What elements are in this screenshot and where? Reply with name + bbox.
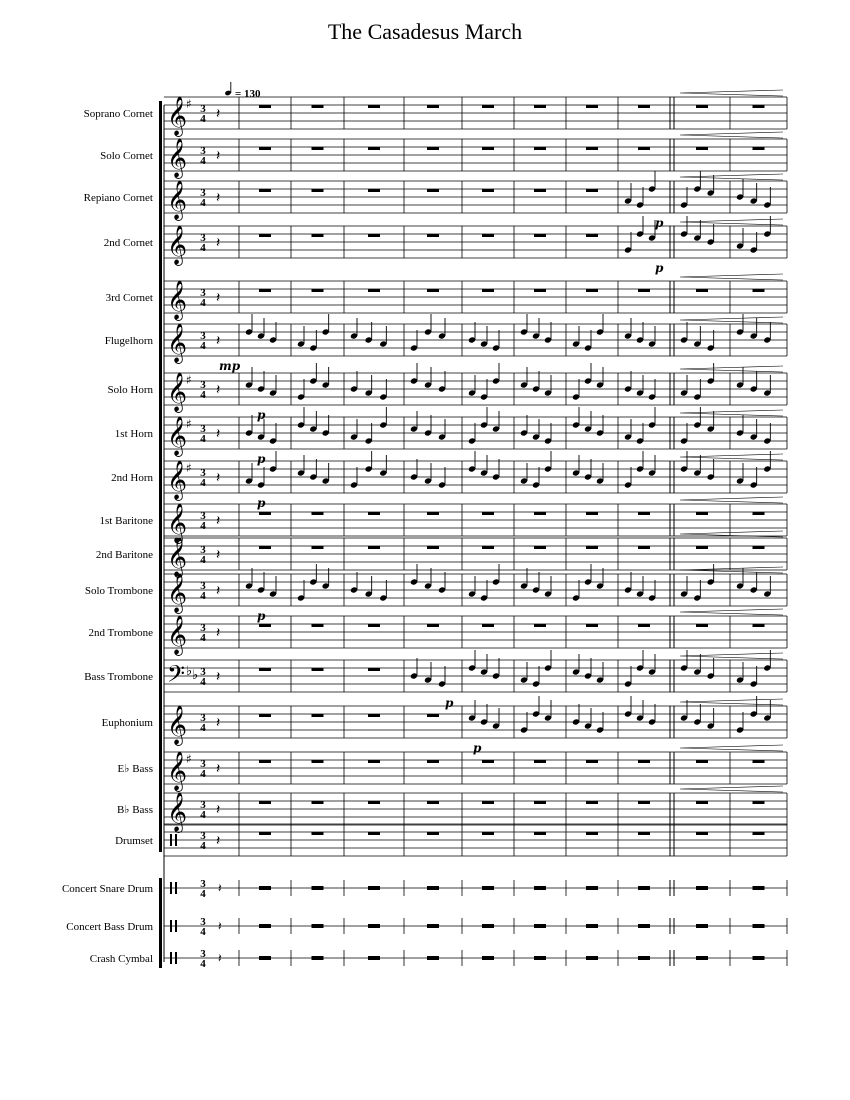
time-signature-top: 3 [200,758,206,770]
quarter-rest-icon: 𝄽 [216,190,221,206]
whole-rest [368,886,380,890]
time-signature-top: 3 [200,544,206,556]
whole-rest [638,147,650,150]
whole-rest [312,189,324,192]
time-signature-bottom: 4 [200,590,206,602]
whole-rest [482,147,494,150]
instrument-name: 2nd Horn [111,472,153,484]
whole-rest [696,512,708,515]
whole-rest [753,760,765,763]
quarter-rest-icon: 𝄽 [216,833,221,849]
dynamic-marking: p [257,408,266,422]
whole-rest [638,924,650,928]
instrument-name: Crash Cymbal [89,953,153,965]
whole-rest [482,624,494,627]
whole-rest [753,147,765,150]
time-signature-top: 3 [200,467,206,479]
whole-rest [427,801,439,804]
whole-rest [312,924,324,928]
sharp-icon: ♯ [186,461,192,475]
instrument-name: 2nd Baritone [95,549,153,561]
quarter-rest-icon: 𝄽 [216,426,221,442]
whole-rest [638,105,650,108]
whole-rest [534,512,546,515]
whole-rest [482,512,494,515]
time-signature-top: 3 [200,666,206,678]
treble-clef-icon: 𝄞 [167,225,188,265]
whole-rest [368,714,380,717]
instrument-name: Concert Bass Drum [66,921,153,933]
time-signature-bottom: 4 [200,926,206,938]
whole-rest [753,801,765,804]
whole-rest [482,189,494,192]
instrument-name: E♭ Bass [117,763,153,775]
whole-rest [534,624,546,627]
dynamic-marking: p [655,261,664,275]
whole-rest [259,234,271,237]
whole-rest [312,105,324,108]
instrument-name: Euphonium [101,717,153,729]
treble-clef-icon: 𝄞 [167,180,188,220]
system-bracket [159,101,162,852]
whole-rest [638,546,650,549]
instrument-name: Concert Snare Drum [61,883,153,895]
whole-rest [427,234,439,237]
quarter-rest-icon: 𝄽 [216,290,221,306]
time-signature-top: 3 [200,916,206,928]
time-signature-top: 3 [200,187,206,199]
percussion-clef [175,952,177,964]
time-signature-bottom: 4 [200,676,206,688]
treble-clef-icon: 𝄞 [167,705,188,745]
whole-rest [696,801,708,804]
instrument-name: Solo Cornet [100,150,153,162]
whole-rest [638,760,650,763]
whole-rest [368,189,380,192]
whole-rest [534,105,546,108]
whole-rest [368,289,380,292]
percussion-clef [170,952,172,964]
whole-rest [259,956,271,960]
whole-rest [259,189,271,192]
treble-clef-icon: 𝄞 [167,792,188,832]
tempo-marking: = 130 [235,88,261,100]
time-signature-bottom: 4 [200,520,206,532]
time-signature-bottom: 4 [200,297,206,309]
whole-rest [586,105,598,108]
crescendo-hairpin [680,317,783,323]
crescendo-hairpin [680,90,783,96]
whole-rest [534,147,546,150]
whole-rest [638,832,650,835]
instrument-name: Drumset [115,835,153,847]
whole-rest [427,624,439,627]
time-signature-bottom: 4 [200,389,206,401]
whole-rest [427,886,439,890]
treble-clef-icon: 𝄞 [167,751,188,791]
whole-rest [586,289,598,292]
time-signature-top: 3 [200,103,206,115]
whole-rest [534,289,546,292]
treble-clef-icon: 𝄞 [167,280,188,320]
whole-rest [368,832,380,835]
whole-rest [482,832,494,835]
whole-rest [534,546,546,549]
whole-rest [586,147,598,150]
crescendo-hairpin [680,699,783,705]
time-signature-top: 3 [200,510,206,522]
whole-rest [312,801,324,804]
whole-rest [753,105,765,108]
whole-rest [482,289,494,292]
instrument-name: Soprano Cornet [83,108,153,120]
instrument-name: Flugelhorn [104,335,153,347]
whole-rest [259,924,271,928]
time-signature-bottom: 4 [200,722,206,734]
whole-rest [696,546,708,549]
time-signature-top: 3 [200,379,206,391]
time-signature-bottom: 4 [200,554,206,566]
whole-rest [259,801,271,804]
whole-rest [753,512,765,515]
whole-rest [427,289,439,292]
treble-clef-icon: 𝄞 [167,615,188,655]
whole-rest [696,105,708,108]
quarter-rest-icon: 𝄽 [216,761,221,777]
quarter-rest-icon: 𝄽 [218,919,222,933]
whole-rest [259,147,271,150]
whole-rest [259,832,271,835]
whole-rest [427,105,439,108]
whole-rest [586,886,598,890]
percussion-bracket [159,878,162,968]
whole-rest [638,289,650,292]
quarter-rest-icon: 𝄽 [216,148,221,164]
score-title: The Casadesus March [327,19,523,44]
whole-rest [586,924,598,928]
instrument-name: Repiano Cornet [83,192,153,204]
whole-rest [482,924,494,928]
sharp-icon: ♯ [186,97,192,111]
time-signature-top: 3 [200,830,206,842]
instrument-name: Solo Horn [107,384,153,396]
treble-clef-icon: 𝄞 [167,96,188,136]
whole-rest [312,624,324,627]
time-signature-bottom: 4 [200,958,206,970]
time-signature-bottom: 4 [200,433,206,445]
whole-rest [427,956,439,960]
whole-rest [312,234,324,237]
bass-clef-icon: 𝄢 [167,660,186,693]
whole-rest [259,760,271,763]
whole-rest [427,714,439,717]
instrument-name: 3rd Cornet [105,292,153,304]
treble-clef-icon: 𝄞 [167,416,188,456]
time-signature-top: 3 [200,287,206,299]
crescendo-hairpin [680,366,783,372]
instrument-name: B♭ Bass [116,804,153,816]
whole-rest [312,668,324,671]
crescendo-hairpin [680,174,783,180]
instrument-name: 1st Baritone [99,515,153,527]
whole-rest [586,760,598,763]
crescendo-hairpin [680,653,783,659]
whole-rest [696,886,708,890]
whole-rest [427,512,439,515]
time-signature-bottom: 4 [200,477,206,489]
whole-rest [696,624,708,627]
percussion-clef [170,920,172,932]
crescendo-hairpin [680,786,783,792]
whole-rest [368,801,380,804]
time-signature-bottom: 4 [200,242,206,254]
whole-rest [259,886,271,890]
whole-rest [259,668,271,671]
time-signature-bottom: 4 [200,632,206,644]
quarter-rest-icon: 𝄽 [216,715,221,731]
percussion-clef [175,834,177,846]
crescendo-hairpin [680,132,783,138]
whole-rest [586,801,598,804]
whole-rest [427,760,439,763]
dynamic-marking: p [257,452,266,466]
time-signature-top: 3 [200,580,206,592]
whole-rest [259,714,271,717]
whole-rest [427,832,439,835]
whole-rest [696,956,708,960]
whole-rest [482,234,494,237]
dynamic-marking: p [473,741,482,755]
time-signature-top: 3 [200,423,206,435]
time-signature-top: 3 [200,712,206,724]
dynamic-marking: p [655,216,664,230]
instrument-name: Solo Trombone [84,585,153,597]
whole-rest [482,105,494,108]
whole-rest [482,886,494,890]
dynamic-marking: p [257,496,266,510]
time-signature-bottom: 4 [200,809,206,821]
whole-rest [638,956,650,960]
whole-rest [586,512,598,515]
whole-rest [368,668,380,671]
instrument-name: 1st Horn [114,428,153,440]
whole-rest [312,832,324,835]
whole-rest [312,147,324,150]
whole-rest [696,924,708,928]
whole-rest [482,546,494,549]
whole-rest [586,234,598,237]
treble-clef-icon: 𝄞 [167,503,188,543]
treble-clef-icon: 𝄞 [167,323,188,363]
time-signature-top: 3 [200,330,206,342]
whole-rest [534,801,546,804]
whole-rest [638,512,650,515]
whole-rest [753,924,765,928]
treble-clef-icon: 𝄞 [167,372,188,412]
time-signature-bottom: 4 [200,113,206,125]
crescendo-hairpin [680,497,783,503]
whole-rest [534,956,546,960]
whole-rest [753,546,765,549]
whole-rest [312,760,324,763]
percussion-clef [175,920,177,932]
quarter-rest-icon: 𝄽 [216,470,221,486]
whole-rest [368,105,380,108]
whole-rest [312,512,324,515]
whole-rest [586,624,598,627]
whole-rest [586,546,598,549]
treble-clef-icon: 𝄞 [167,460,188,500]
time-signature-top: 3 [200,622,206,634]
whole-rest [259,512,271,515]
crescendo-hairpin [680,745,783,751]
whole-rest [753,832,765,835]
dynamic-marking: p [257,609,266,623]
quarter-rest-icon: 𝄽 [218,951,222,965]
whole-rest [586,832,598,835]
whole-rest [534,189,546,192]
quarter-rest-icon: 𝄽 [216,382,221,398]
whole-rest [312,546,324,549]
crescendo-hairpin [680,410,783,416]
whole-rest [753,886,765,890]
percussion-clef [175,882,177,894]
time-signature-bottom: 4 [200,840,206,852]
whole-rest [259,105,271,108]
quarter-rest-icon: 𝄽 [216,513,221,529]
percussion-clef [170,882,172,894]
treble-clef-icon: 𝄞 [167,537,188,577]
whole-rest [368,147,380,150]
whole-rest [753,624,765,627]
whole-rest [696,289,708,292]
quarter-rest-icon: 𝄽 [216,547,221,563]
whole-rest [753,289,765,292]
sharp-icon: ♯ [186,417,192,431]
percussion-clef [170,834,172,846]
time-signature-bottom: 4 [200,155,206,167]
whole-rest [312,886,324,890]
whole-rest [638,801,650,804]
whole-rest [368,234,380,237]
instrument-name: Bass Trombone [84,671,153,683]
crescendo-hairpin [680,609,783,615]
quarter-rest-icon: 𝄽 [216,669,221,685]
time-signature-bottom: 4 [200,197,206,209]
whole-rest [696,147,708,150]
whole-rest [482,801,494,804]
whole-rest [534,832,546,835]
whole-rest [638,624,650,627]
whole-rest [368,624,380,627]
whole-rest [368,924,380,928]
time-signature-top: 3 [200,878,206,890]
time-signature-top: 3 [200,232,206,244]
whole-rest [586,956,598,960]
whole-rest [696,760,708,763]
whole-rest [427,189,439,192]
treble-clef-icon: 𝄞 [167,573,188,613]
crescendo-hairpin [680,454,783,460]
whole-rest [368,546,380,549]
quarter-rest-icon: 𝄽 [216,802,221,818]
crescendo-hairpin [680,274,783,280]
whole-rest [534,760,546,763]
dynamic-marking: mp [219,359,241,373]
whole-rest [427,147,439,150]
sharp-icon: ♯ [186,752,192,766]
time-signature-bottom: 4 [200,340,206,352]
whole-rest [534,924,546,928]
time-signature-top: 3 [200,799,206,811]
whole-rest [586,189,598,192]
whole-rest [482,956,494,960]
quarter-rest-icon: 𝄽 [216,106,221,122]
whole-rest [368,512,380,515]
quarter-rest-icon: 𝄽 [216,235,221,251]
sharp-icon: ♯ [186,373,192,387]
whole-rest [312,714,324,717]
whole-rest [427,546,439,549]
whole-rest [696,832,708,835]
whole-rest [312,956,324,960]
whole-rest [482,760,494,763]
whole-rest [259,624,271,627]
quarter-rest-icon: 𝄽 [216,583,221,599]
whole-rest [427,924,439,928]
dynamic-marking: p [445,696,454,710]
whole-rest [534,886,546,890]
time-signature-bottom: 4 [200,888,206,900]
whole-rest [259,546,271,549]
quarter-rest-icon: 𝄽 [216,333,221,349]
whole-rest [534,234,546,237]
whole-rest [368,956,380,960]
whole-rest [638,886,650,890]
crescendo-hairpin [680,219,783,225]
time-signature-top: 3 [200,145,206,157]
time-signature-bottom: 4 [200,768,206,780]
quarter-rest-icon: 𝄽 [218,881,222,895]
whole-rest [368,760,380,763]
whole-rest [312,289,324,292]
instrument-name: 2nd Cornet [103,237,153,249]
quarter-rest-icon: 𝄽 [216,625,221,641]
instrument-name: 2nd Trombone [88,627,153,639]
flat-icon: ♭ [186,664,193,679]
flat-icon: ♭ [192,668,199,683]
treble-clef-icon: 𝄞 [167,138,188,178]
time-signature-top: 3 [200,948,206,960]
whole-rest [753,956,765,960]
whole-rest [259,289,271,292]
